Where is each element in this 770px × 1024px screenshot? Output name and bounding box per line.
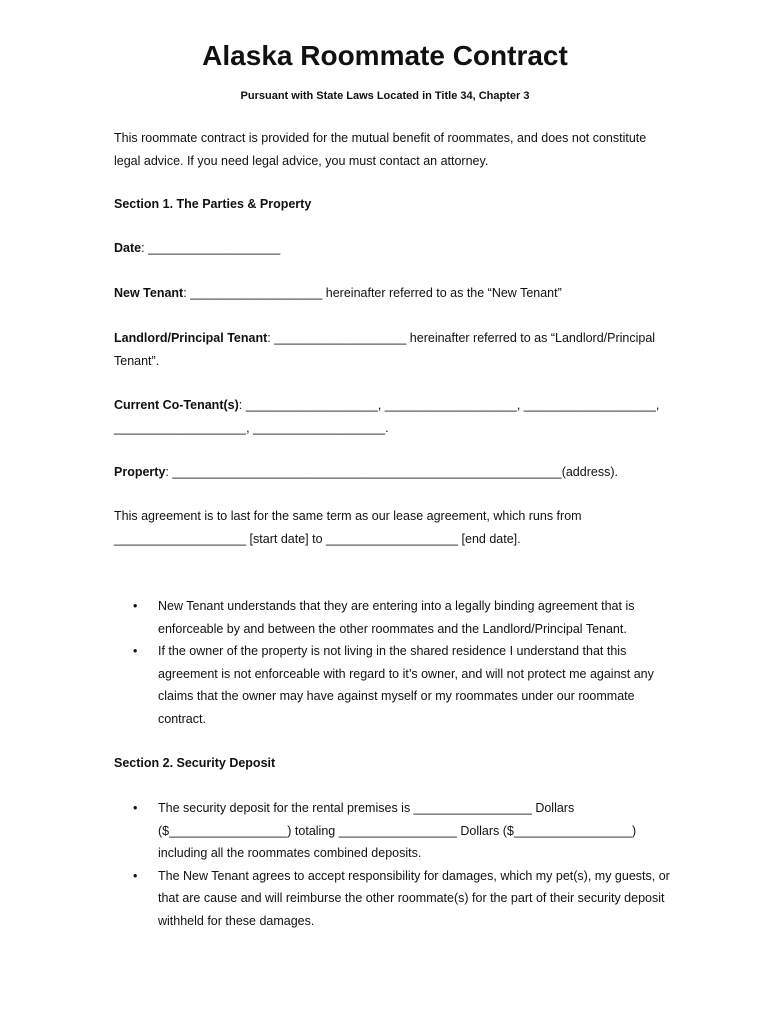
property-label: Property xyxy=(114,465,166,479)
landlord-line xyxy=(114,327,674,372)
bullet-icon: • xyxy=(133,801,138,815)
landlord-suffix: hereinafter referred to as “Landlord/Principal Tenant”. xyxy=(114,331,656,368)
list-item-text: The New Tenant agrees to accept responsibility for damages, which my pet(s), my guests, or that are cause and will reimburse the other roommate(s) for the part of their security deposit withheld for these damages. xyxy=(158,868,670,928)
cotenants-field[interactable]: ___________________, ___________________, ___________________, ___________________, ___________________. xyxy=(114,398,660,435)
list-item-text: The security deposit for the rental premises is _________________ Dollars ($_________________) totaling _________________ Dollars ($_________________) including all the roommates combined deposits. xyxy=(158,801,637,860)
colon: : xyxy=(238,398,243,412)
colon: : xyxy=(267,331,271,345)
list-item xyxy=(114,640,674,730)
date-label: Date xyxy=(114,241,142,255)
landlord-field[interactable]: ___________________ xyxy=(274,331,407,345)
colon: : xyxy=(141,241,145,255)
section1-bullet-list xyxy=(114,595,674,730)
property-line xyxy=(114,461,674,484)
list-item xyxy=(114,797,674,865)
intro-paragraph: This roommate contract is provided for the mutual benefit of roommates, and does not constitute legal advice. If you need legal advice, you must contact an attorney. xyxy=(114,131,647,168)
bullet-icon: • xyxy=(133,599,138,613)
new-tenant-field[interactable]: ___________________ xyxy=(190,286,323,300)
bullet-icon: • xyxy=(133,644,138,658)
new-tenant-line xyxy=(114,282,674,305)
new-tenant-suffix: hereinafter referred to as the “New Tenant” xyxy=(322,286,562,300)
list-item xyxy=(114,595,674,640)
section2-heading: Section 2. Security Deposit xyxy=(114,756,276,770)
landlord-label: Landlord/Principal Tenant xyxy=(114,331,268,345)
colon: : xyxy=(165,465,169,479)
date-line xyxy=(114,237,674,260)
list-item-text: If the owner of the property is not living in the shared residence I understand that this agreement is not enforceable with regard to it’s owner, and will not protect me against any claims that the owner may have against myself or my roommates under our roommate contract. xyxy=(158,644,654,726)
cotenants-label: Current Co-Tenant(s) xyxy=(114,398,239,412)
colon: : xyxy=(183,286,187,300)
document-subtitle: Pursuant with State Laws Located in Title 34, Chapter 3 xyxy=(240,90,530,102)
list-item xyxy=(114,865,674,933)
date-field[interactable]: ___________________ xyxy=(148,241,281,255)
term-paragraph: This agreement is to last for the same term as our lease agreement, which runs from ___________________ [start date] to ___________________ [end date]. xyxy=(114,509,582,546)
section2-bullet-list xyxy=(114,797,674,932)
document-title: Alaska Roommate Contract xyxy=(202,40,568,71)
bullet-icon: • xyxy=(133,868,138,883)
section1-heading: Section 1. The Parties & Property xyxy=(114,197,312,211)
list-item-text: New Tenant understands that they are entering into a legally binding agreement that is enforceable by and between the other roommates and the Landlord/Principal Tenant. xyxy=(158,599,635,636)
property-field[interactable]: ________________________________________________________ xyxy=(172,465,562,479)
property-suffix: (address). xyxy=(561,465,618,479)
new-tenant-label: New Tenant xyxy=(114,286,184,300)
cotenants-line xyxy=(114,394,674,439)
